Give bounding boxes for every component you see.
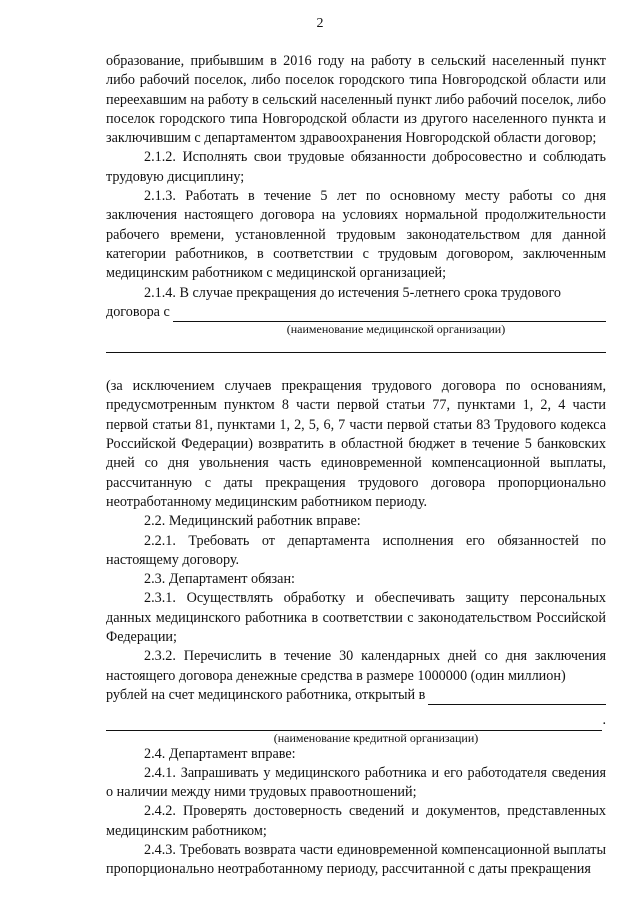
clause-2-2-1: 2.2.1. Требовать от департамента исполнения его обязанностей по настоящему договору. (106, 532, 606, 568)
clause-2-1-3: 2.1.3. Работать в течение 5 лет по основному месту работы со дня заключения настоящего договора на условиях нормальной продолжительности рабочего времени, установленной трудовым законодательством для данной категории работников, в соответствии с трудовым договором, заключенным медицинским работником с медицинской организацией; (106, 188, 606, 282)
credit-org-caption: (наименование кредитной организации) (273, 730, 479, 745)
clause-2-4: 2.4. Департамент вправе: (144, 745, 296, 762)
med-org-blank-line-2 (106, 351, 606, 353)
clause-2-4-3: 2.4.3. Требовать возврата части единовременной компенсационной выплаты пропорционально неотработанному периоду, рассчитанной с даты прекращения (106, 841, 606, 878)
clause-2-1-2: 2.1.2. Исполнять свои трудовые обязанности добросовестно и соблюдать трудовую дисциплину; (106, 149, 606, 185)
med-org-fill-row (106, 303, 606, 322)
contract-with-label: договора с (106, 303, 170, 320)
account-opened-label: рублей на счет медицинского работника, открытый в (106, 686, 426, 703)
med-org-caption: (наименование медицинской организации) (286, 322, 506, 337)
clause-2-4-1: 2.4.1. Запрашивать у медицинского работника и его работодателя сведения о наличии между ними трудовых правоотношений; (106, 764, 606, 801)
page-number: 2 (316, 16, 324, 31)
clause-2-3: 2.3. Департамент обязан: (144, 571, 295, 588)
credit-org-blank-line (106, 715, 602, 731)
clause-2-1-4-continuation: (за исключением случаев прекращения трудового договора по основаниям, предусмотренным пунктом 8 части первой статьи 77, пунктами 1, 2, 4 части первой статьи 81, пунктами 1, 2, 5, 6, 7 части первой статьи 83 Трудового кодекса Российской Федерации) возвратить в областной бюджет в течение 5 банковских дней со дня увольнения часть единовременной компенсационной выплаты, рассчитанную с даты прекращения трудового договора пропорционально неотработанному медицинским работником периоду. (106, 378, 606, 510)
clause-2-2: 2.2. Медицинский работник вправе: (144, 513, 361, 530)
paragraph-education: образование, прибывшим в 2016 году на работу в сельский населенный пункт либо рабочий поселок, либо поселок городского типа Новгородской области или переехавшим на работу в сельский населенный пункт либо рабочий поселок, либо поселок городского типа Новгородской области из другого населенного пункта и заключившим с департаментом здравоохранения Новгородской области договор; (106, 53, 606, 147)
bank-blank-line (428, 689, 606, 705)
bank-account-row (106, 686, 606, 705)
med-org-blank-line (173, 306, 606, 322)
clause-2-3-1: 2.3.1. Осуществлять обработку и обеспечивать защиту персональных данных медицинского работника в соответствии с законодательством Российской Федерации; (106, 590, 606, 646)
clause-2-1-4: 2.1.4. В случае прекращения до истечения 5-летнего срока трудового (144, 284, 561, 301)
document-body (106, 52, 606, 880)
clause-2-4-2: 2.4.2. Проверять достоверность сведений и документов, представленных медицинским работником; (106, 803, 606, 839)
credit-org-fill-row (106, 711, 606, 730)
credit-org-period: . (602, 712, 606, 729)
clause-2-3-2: 2.3.2. Перечислить в течение 30 календарных дней со дня заключения настоящего договора денежные средства в размере 1000000 (один миллион) (106, 648, 606, 684)
